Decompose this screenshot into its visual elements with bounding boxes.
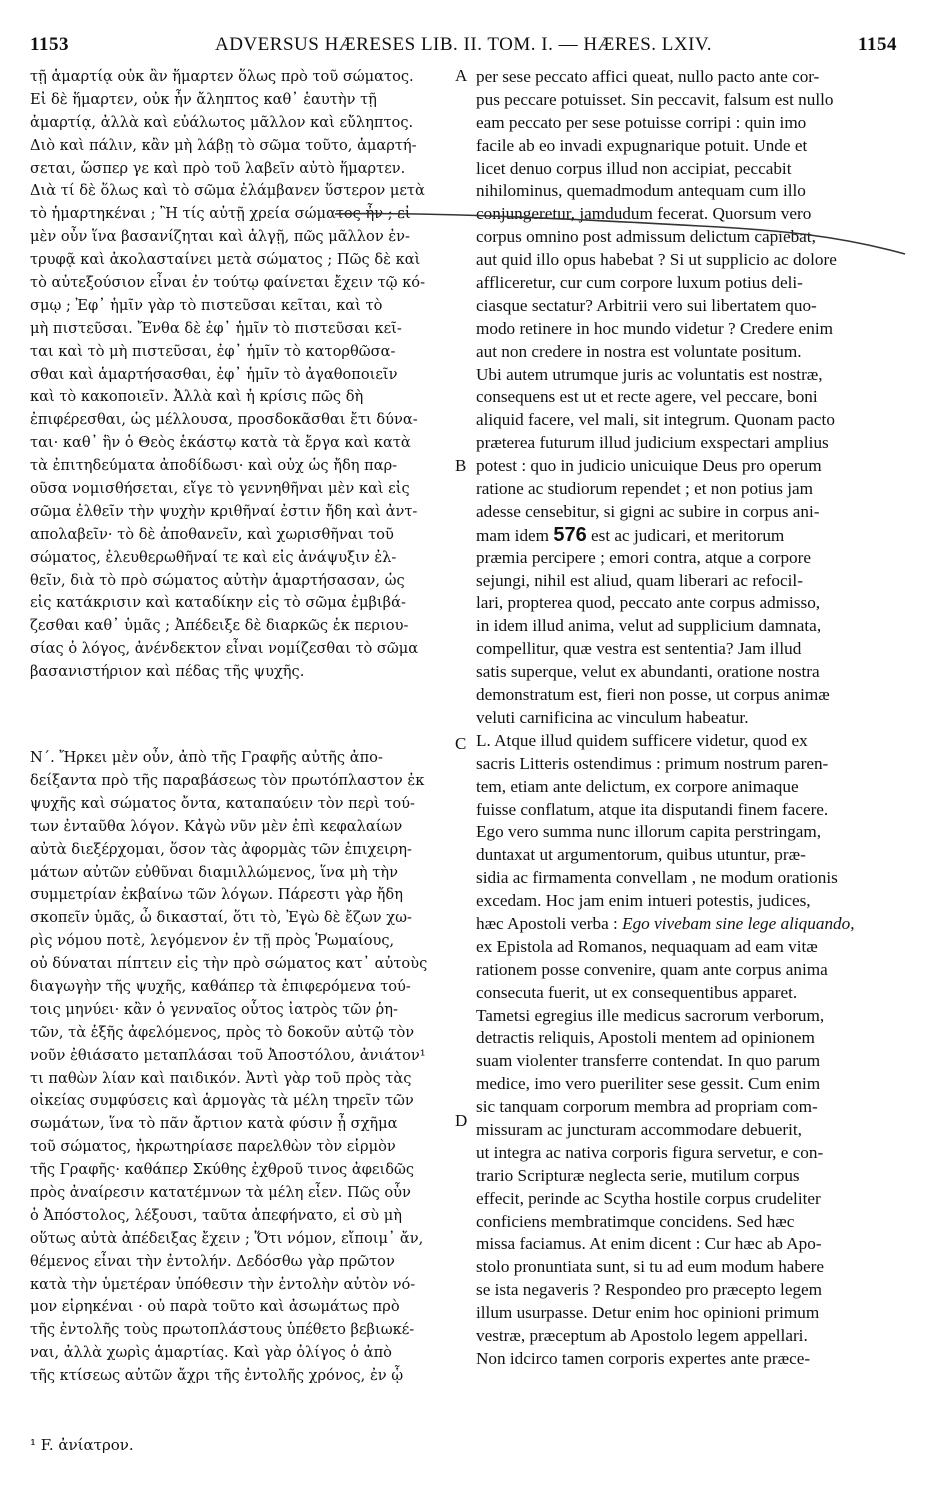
text-line: μάτων αὐτῶν εὐθῦναι διαμιλλώμενος, ἵνα μὴ τὴν <box>30 863 398 881</box>
text-line: τῇ ἁμαρτίᾳ οὐκ ἂν ἥμαρτεν ὅλως πρὸ τοῦ σώματος. <box>30 68 414 85</box>
text-line: potest : quo in judicio unicuique Deus pro operum <box>476 456 822 476</box>
footnote: ¹ F. ἀνίατρον. <box>30 1436 134 1454</box>
text-line: ψυχῆς καὶ σώματος ὄντα, καταπαύειν τὸν περὶ τού- <box>30 794 415 812</box>
text-line: præterea futurum illud judicium exspectari amplius <box>476 433 829 453</box>
text-line: sacris Litteris ostendimus : primum nostrum paren- <box>476 753 829 773</box>
text-line: βασανιστήριον καὶ πέδας τῆς ψυχῆς. <box>30 663 305 681</box>
text-line: veluti carnificina ac vinculum habeatur. <box>476 707 749 727</box>
text-line: σμῳ ; Ἐφ᾽ ἡμῖν γὰρ τὸ πιστεῦσαι κεῖται, καὶ τὸ <box>30 296 383 314</box>
section-marker-a: A <box>455 66 468 85</box>
text-line: rationem posse convenire, quam ante corpus anima <box>476 959 828 979</box>
text-line: των ἐνταῦθα λόγον. Κἀγὼ νῦν μὲν ἐπὶ κεφαλαίων <box>30 817 403 835</box>
text-line: τοις μηνύει· κἂν ὁ γενναῖος οὗτος ἰατρὸς τῶν ῥη- <box>30 1000 398 1018</box>
text-line: consequens est ut et recte agere, vel peccare, boni <box>476 387 818 407</box>
text-line: per sese peccato affici queat, nullo pacto ante cor- <box>476 67 820 86</box>
page-number-left: 1153 <box>30 34 69 55</box>
text-line: εἰς κατάκρισιν καὶ καταδίκην εἰς τὸ σῶμα ἐμβιβά- <box>30 594 406 612</box>
text-line: Ubi autem utrumque juris ac voluntatis est nostræ, <box>476 364 823 384</box>
text-line: duntaxat ut argumentorum, quibus utuntur, præ- <box>476 845 806 865</box>
text-line: excedam. Hoc jam enim intueri potestis, judices, <box>476 891 811 911</box>
text-line: συμμετρίαν ἐκβαίνω τῶν λόγων. Πάρεστι γὰρ ἤδη <box>30 886 403 904</box>
text-line: διαγωγὴν τῆς ψυχῆς, καθάπερ τὰ ἐπιφερόμενα τού- <box>30 977 411 995</box>
text-line: απολαβεῖν· τὸ δὲ ἀποθανεῖν, καὶ χωρισθῆναι τοῦ <box>30 525 394 543</box>
text-line: τὰ ἐπιτηδεύματα ἀποδίδωσι· καὶ οὐχ ὡς ἤδη παρ- <box>30 457 398 475</box>
text-line: modo retinere in hoc mundo videtur ? Credere enim <box>476 318 834 338</box>
text-line: sejungi, nihil est aliud, quam liberari ac refocil- <box>476 570 803 590</box>
text-line: ex Epistola ad Romanos, nequaquam ad eam vitæ <box>476 936 818 956</box>
text-line: μὴ πιστεῦσαι. Ἔνθα δὲ ἐφ᾽ ἡμῖν τὸ πιστεῦσαι κεῖ- <box>30 319 402 337</box>
text-line: ἁμαρτίᾳ, ἀλλὰ καὶ εὐάλωτος μᾶλλον καὶ εὔληπτος. <box>30 113 414 131</box>
latin-text: est ac judicari, et meritorum <box>591 525 785 545</box>
latin-text: hæc Apostoli verba : <box>476 913 623 933</box>
text-line: οἰκείας συμφύσεις καὶ ἁρμογὰς τὰ μέλη τηρεῖν τῶν <box>30 1092 414 1110</box>
text-line: pus peccare potuisset. Sin peccavit, falsum est nullo <box>476 89 834 109</box>
text-line: Tametsi egregius ille medicus sacrorum verborum, <box>476 1005 825 1025</box>
text-line: stolo pronuntiata sunt, si tu ad eum modum habere <box>476 1257 824 1277</box>
text-line: aut quid illo opus habebat ? Si ut supplicio ac dolore <box>476 250 837 270</box>
text-line: illum usurpasse. Detur enim hoc opinioni primum <box>476 1303 820 1323</box>
text-line: τῆς Γραφῆς· καθάπερ Σκύθης ἐχθροῦ τινος ἀφειδῶς <box>30 1161 415 1179</box>
text-line: affliceretur, cur cum corpore luxum potius deli- <box>476 273 803 293</box>
text-line: τῶν, τὰ ἑξῆς ἀφελόμενος, πρὸς τὸ δοκοῦν αὐτῷ τὸν <box>30 1023 415 1041</box>
text-line: effecit, perinde ac Scytha hostile corpus crudeliter <box>476 1188 821 1208</box>
text-line: τρυφᾷ καὶ ἀκολασταίνει μετὰ σώματος ; Πῶς δὲ καὶ <box>30 251 421 269</box>
text-line: ζεσθαι καθ᾽ ὑμᾶς ; Ἀπέδειξε δὲ διαρκῶς ἐκ περιου- <box>30 617 409 635</box>
text-line: τὸ ἡμαρτηκέναι ; Ἢ τίς αὐτῇ χρεία σώματος ἦν ; εἰ <box>30 205 411 223</box>
text-line: in idem illud anima, velut ad supplicium damnata, <box>476 616 822 636</box>
text-line: conjungeretur, jamdudum fecerat. Quorsum vero <box>476 204 812 224</box>
text-line: facile ab eo invadi expugnarique potuit. Unde et <box>476 135 808 155</box>
text-line: præmia percipere ; emori contra, atque a corpore <box>476 547 811 567</box>
latin-text: mam idem <box>476 525 550 545</box>
text-line: δείξαντα πρὸ τῆς παραβάσεως τὸν πρωτόπλαστον ἐκ <box>30 771 425 789</box>
text-line: σεται, ὥσπερ γε καὶ πρὸ τοῦ λαβεῖν αὐτὸ ἥμαρτεν. <box>30 159 406 177</box>
text-line: σκοπεῖν ὑμᾶς, ὦ δικασταί, ὅτι τὸ, Ἐγὼ δὲ ἔζων χω- <box>30 909 412 927</box>
text-line: compellitur, quæ vestra est sententia? Jam illud <box>476 639 802 659</box>
text-line: ρὶς νόμου ποτὲ, λεγόμενον ἐν τῇ πρὸς Ῥωμαίους, <box>30 932 395 950</box>
column-number: 576 <box>553 523 587 546</box>
text-line: Ν´. Ἤρκει μὲν οὖν, ἀπὸ τῆς Γραφῆς αὐτῆς ἀπο- <box>30 749 383 767</box>
text-line: τοῦ σώματος, ἠκρωτηρίασε παρελθὼν τὸν εἱρμὸν <box>30 1138 396 1156</box>
text-line: detractis reliquis, Apostoli mentem ad opinionem <box>476 1028 815 1048</box>
text-line: Εἰ δὲ ἥμαρτεν, οὐκ ἦν ἄληπτος καθ᾽ ἑαυτὴν τῇ <box>30 90 377 108</box>
text-line: aliquid facere, vel mali, sit integrum. Quonam pacto <box>476 410 835 430</box>
text-line: θεῖν, διὰ τὸ πρὸ σώματος αὐτὴν ἁμαρτήσασαν, ὡς <box>30 571 405 589</box>
strike-line <box>335 214 905 254</box>
text-line: satis superque, velut ex abundanti, oratione nostra <box>476 662 820 682</box>
page-number-right: 1154 <box>858 34 897 55</box>
text-line: τὸ αὐτεξούσιον εἶναι ἐν τούτῳ φαίνεται ἔχειν τῷ κό- <box>30 274 426 292</box>
text-line: vestræ, præceptum ab Apostolo legem appellari. <box>476 1325 808 1345</box>
text-line: θέμενος εἶναι τὴν ἐντολήν. Δεδόσθω γὰρ πρῶτον <box>30 1252 395 1270</box>
text-line: suam violenter transferre contendat. In quo parum <box>476 1051 821 1071</box>
text-line: corpus omnino post admissum delictum capiebat, <box>476 227 816 247</box>
text-line: Διὸ καὶ πάλιν, κἂν μὴ λάβῃ τὸ σῶμα τοῦτο, ἁμαρτή- <box>30 136 417 154</box>
text-line: tem, etiam ante delictum, ex corpore animaque <box>476 776 799 796</box>
text-line: missuram ac juncturam accommodare debuerit, <box>476 1119 802 1139</box>
text-line: licet denuo corpus illud non accipiat, peccabit <box>476 158 792 178</box>
text-line: καὶ τὸ κακοποιεῖν. Ἀλλὰ καὶ ἡ κρίσις πῶς δὴ <box>30 388 364 406</box>
text-line: ciasque sectatur? Arbitrii vero sui libertatem quo- <box>476 295 817 315</box>
text-line: Διὰ τί δὲ ὅλως καὶ τὸ σῶμα ἐλάμβανεν ὕστερον μετὰ <box>30 182 425 200</box>
text-line: medice, imo vero pueriliter sese gessit. Cum enim <box>476 1074 821 1094</box>
section-marker-b: B <box>455 456 467 475</box>
text-line: missa faciamus. At enim dicent : Cur hæc ab Apo- <box>476 1234 822 1254</box>
text-line: τῆς ἐντολῆς τοὺς πρωτοπλάστους ὑπέθετο βεβιωκέ- <box>30 1321 415 1339</box>
text-line: μον εἰρηκέναι · οὐ παρὰ τοῦτο καὶ ἀσωμάτως πρὸ <box>30 1298 400 1316</box>
text-line: consecuta fuerit, ut ex consequentibus apparet. <box>476 982 798 1002</box>
text-line: Ego vero summa nunc illorum capita perstringam, <box>476 822 822 842</box>
text-line: se ista negaveris ? Respondeo pro præcepto legem <box>476 1280 823 1300</box>
text-line: fuisse conflatum, atque ita disputandi finem facere. <box>476 799 829 819</box>
text-line: σωμάτων, ἵνα τὸ πᾶν ἄρτιον κατὰ φύσιν ᾖ σχῆμα <box>30 1115 398 1133</box>
text-line: σίας ὁ λόγος, ἀνένδεκτον εἶναι νομίζεσθαι τὸ σῶμα <box>30 640 419 658</box>
text-line: τῆς κτίσεως αὐτῶν ἄχρι τῆς ἐντολῆς χρόνος, ἐν ᾧ <box>30 1367 404 1385</box>
text-line: ut integra ac nativa corporis figura servetur, e con- <box>476 1142 824 1162</box>
text-line: πρὸς ἀναίρεσιν κατατέμνων τὰ μέλη εἶεν. Πῶς οὖν <box>30 1183 411 1201</box>
text-line: trario Scripturæ neglecta serie, mutilum corpus <box>476 1165 800 1185</box>
text-line: aut non credere in nostra est voluntate positum. <box>476 341 802 361</box>
text-line: L. Atque illud quidem sufficere videtur, quod ex <box>476 730 808 750</box>
text-line: Non idcirco tamen corporis expertes ante præce- <box>476 1348 811 1368</box>
text-line: sic tanquam corporum membra ad propriam com- <box>476 1097 818 1117</box>
text-line: adesse censebitur, si gigni ac subire in corpus ani- <box>476 501 820 521</box>
text-line: sidia ac firmamenta convellam , ne modum orationis <box>476 868 838 888</box>
latin-quote-italic: Ego vivebam sine lege aliquando, <box>622 913 855 933</box>
section-marker-c: C <box>455 734 467 753</box>
text-line: τι παθὼν λίαν καὶ παιδικόν. Ἀντὶ γὰρ τοῦ πρὸς τὰς <box>30 1069 412 1087</box>
text-line: ναι, ἀλλὰ χωρὶς ἁμαρτίας. Καὶ γὰρ ὀλίγος ὁ ἀπὸ <box>30 1344 392 1362</box>
text-line: ὁ Ἀπόστολος, λέξουσι, ταῦτα ἀπεφήνατο, εἰ σὺ μὴ <box>30 1206 402 1224</box>
text-line: σθαι καὶ ἁμαρτήσασθαι, ἐφ᾽ ἡμῖν τὸ ἀγαθοποιεῖν <box>30 365 398 383</box>
running-title: ADVERSUS HÆRESES LIB. II. TOM. I. — HÆRES. LXIV. <box>215 34 712 55</box>
text-line: ἐπιφέρεσθαι, ὡς μέλλουσα, προσδοκᾶσθαι ἔτι δύνα- <box>30 411 418 429</box>
text-line: lari, propterea quod, peccato ante corpus admisso, <box>476 593 821 613</box>
text-line: ratione ac studiorum rependet ; et non potius jam <box>476 479 813 499</box>
text-line: νοῦν ἐθιάσατο μεταπλάσαι τοῦ Ἀποστόλου, ἀνιάτον¹ <box>30 1046 426 1064</box>
text-line: σῶμα ἐλθεῖν τὴν ψυχὴν κριθῆναί ἐστιν ἤδη καὶ ἀντ- <box>30 502 418 520</box>
text-line: σώματος, ἐλευθερωθῆναί τε καὶ εἰς ἀνάψυξιν ἐλ- <box>30 548 397 566</box>
text-line: eam peccato per sese potuisse corripi : quin imo <box>476 112 807 132</box>
text-line: μὲν οὖν ἵνα βασανίζηται καὶ ἀλγῇ, πῶς μᾶλλον ἐν- <box>30 228 410 246</box>
text-line: οῦσα νομισθήσεται, εἴγε τὸ γεννηθῆναι μὲν καὶ εἰς <box>30 480 410 498</box>
text-line: demonstratum est, fieri non posse, ut corpus animæ <box>476 685 830 705</box>
text-line: οὕτως αὐτὰ ἀπέδειξας ἔχειν ; Ὅτι νόμον, εἴποιμ᾽ ἄν, <box>30 1229 424 1247</box>
text-line: ται καὶ τὸ μὴ πιστεῦσαι, ἐφ᾽ ἡμῖν τὸ κατορθῶσα- <box>30 342 396 360</box>
text-line: nihilominus, quemadmodum antequam cum illo <box>476 181 806 201</box>
text-line: οὐ δύναται πίπτειν εἰς τὴν πρὸ σώματος κατ᾽ αὐτοὺς <box>30 955 428 973</box>
text-line: αὐτὰ διεξέρχομαι, ὅσον τὰς ἀφορμὰς τῶν ἐπιχειρη- <box>30 840 412 858</box>
section-marker-d: D <box>455 1111 468 1130</box>
text-line: ται· καθ᾽ ἣν ὁ Θεὸς ἑκάστῳ κατὰ τὰ ἔργα καὶ κατὰ <box>30 434 411 452</box>
text-line: κατὰ τὴν ὑμετέραν ὑπόθεσιν τὴν ἐντολὴν αὐτὸν νό- <box>30 1275 416 1293</box>
text-line: conficiens membratimque concidens. Sed hæc <box>476 1211 795 1231</box>
